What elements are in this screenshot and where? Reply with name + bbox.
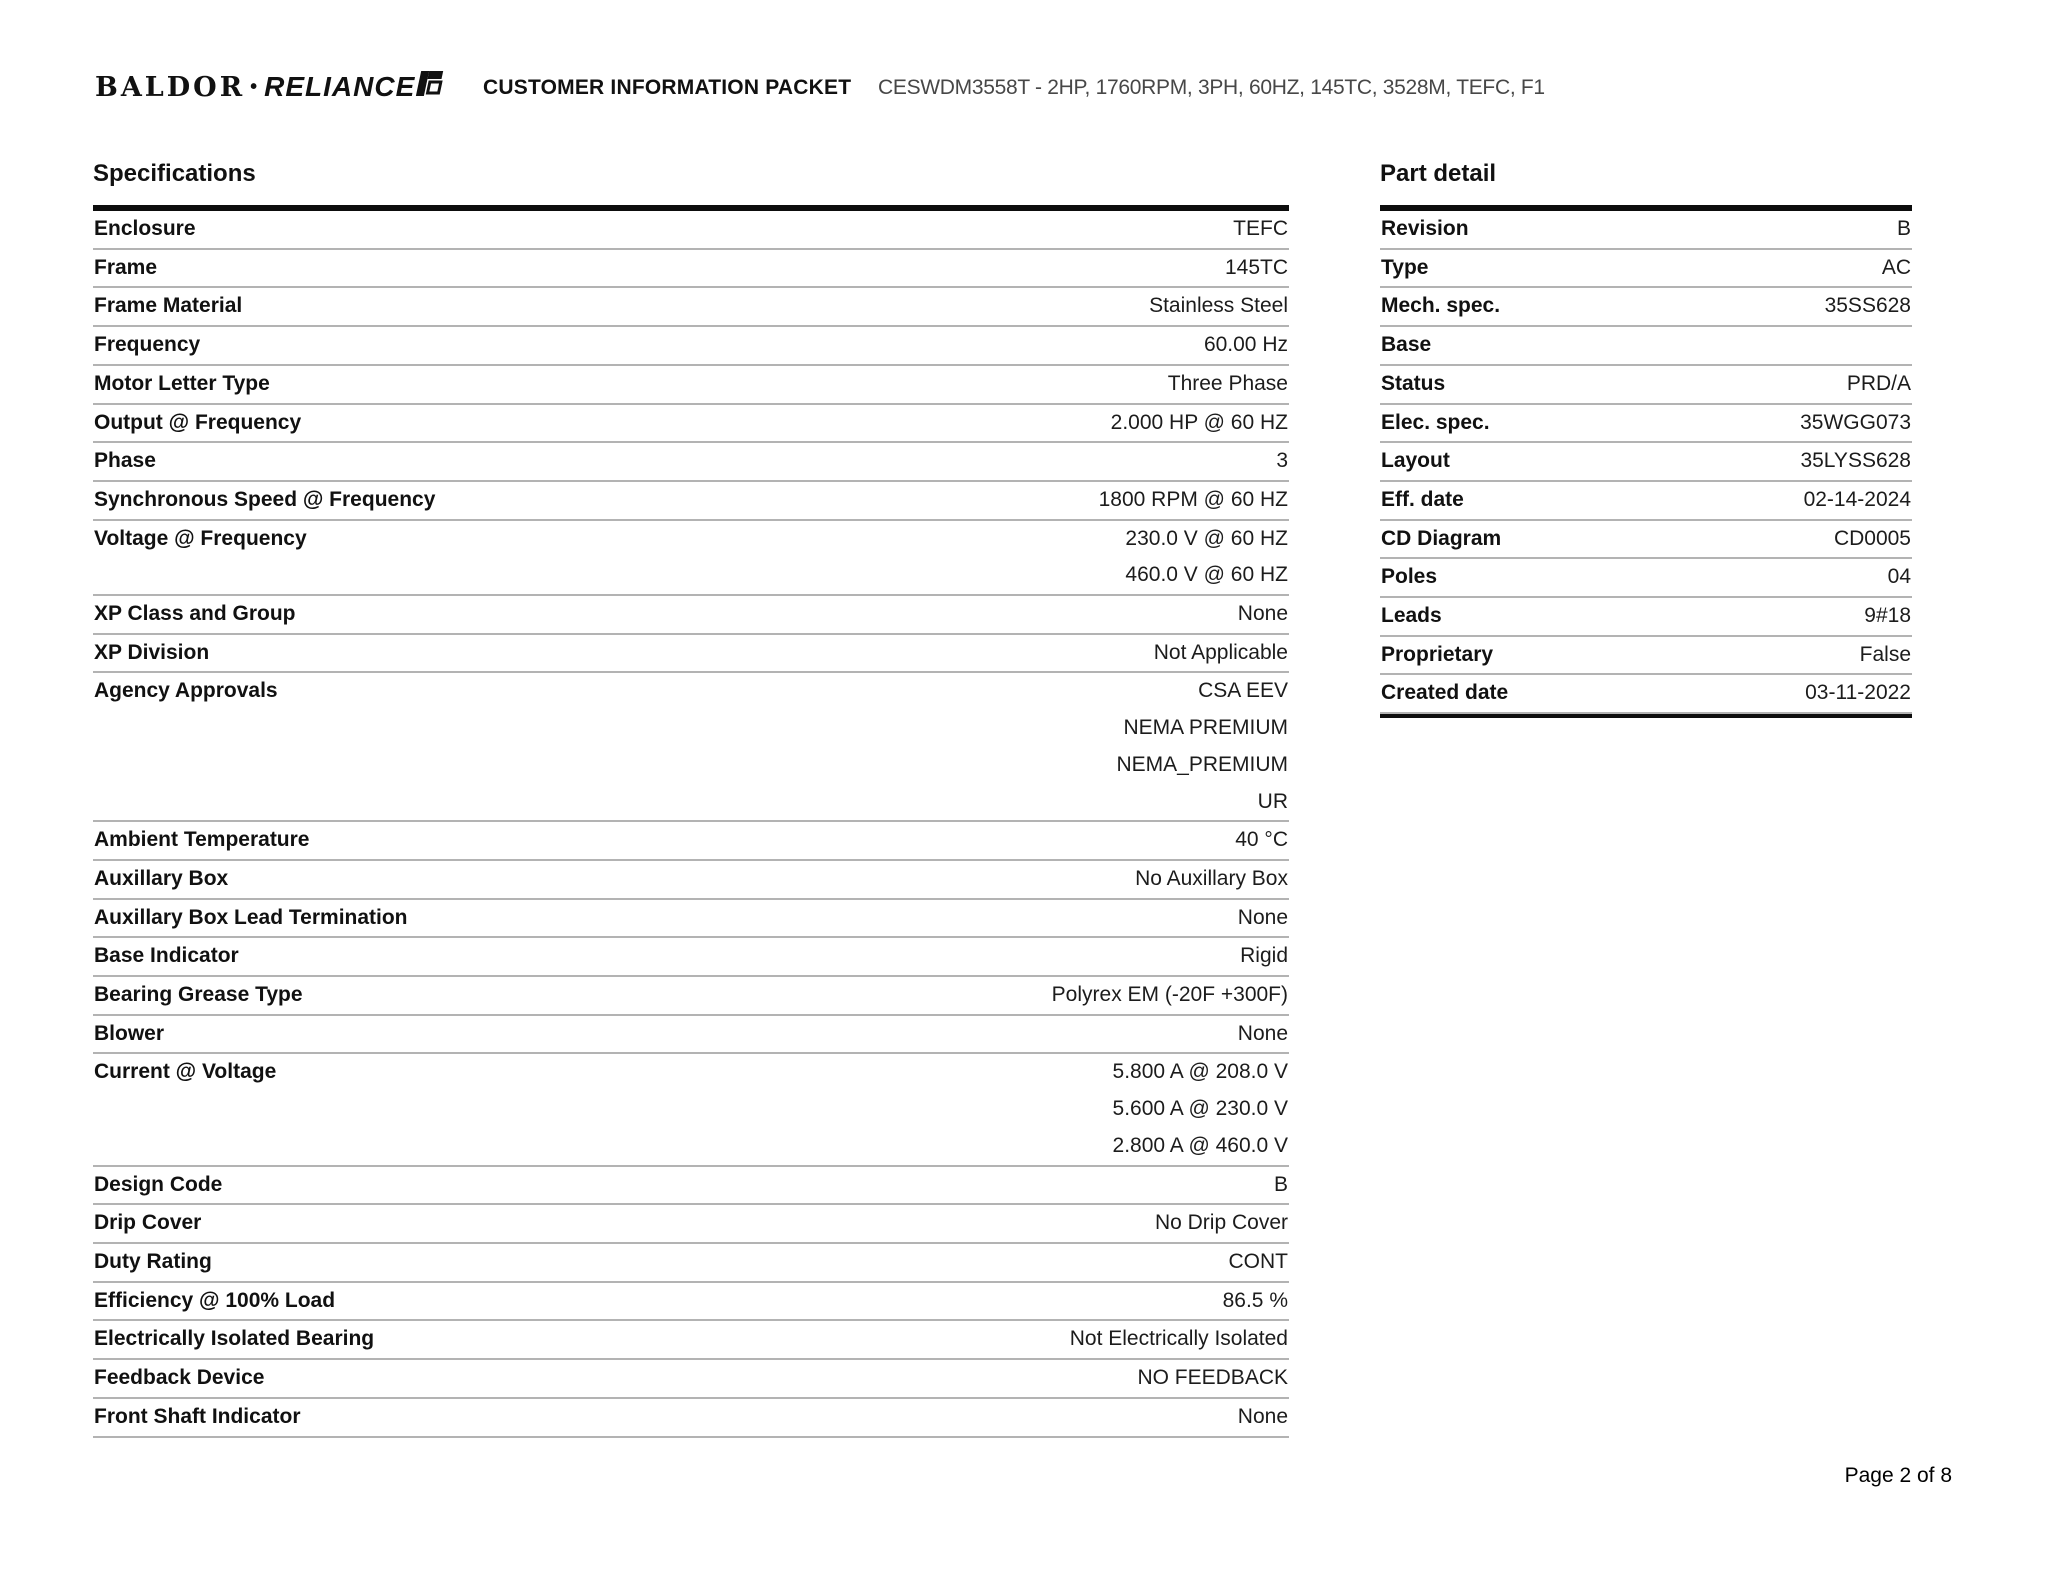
row-value [1911, 327, 1912, 364]
row-label: Synchronous Speed @ Frequency [94, 487, 436, 511]
row-value [1223, 1283, 1289, 1320]
row-value [1274, 1167, 1289, 1204]
row-value [1137, 1360, 1289, 1397]
row-label: Electrically Isolated Bearing [94, 1327, 375, 1351]
row-value [1276, 443, 1289, 480]
row-label: Front Shaft Indicator [94, 1404, 301, 1428]
part-detail-heading: Part detail [1380, 160, 1497, 187]
row-value-line: False [1859, 642, 1911, 666]
row-value [1229, 1244, 1290, 1281]
row-value [1897, 211, 1912, 248]
row-value-line: None [1237, 1404, 1288, 1428]
row-value [1805, 675, 1912, 712]
row-value-line: 1800 RPM @ 60 HZ [1098, 487, 1288, 511]
row-label: Status [1381, 371, 1446, 395]
row-value [1052, 977, 1289, 1014]
row-value-line: Not Electrically Isolated [1069, 1327, 1288, 1351]
row-value-line: None [1237, 1021, 1288, 1045]
table-row [93, 327, 1289, 366]
table-row [93, 405, 1289, 444]
table-row [1380, 288, 1912, 327]
row-label: Leads [1381, 604, 1442, 628]
row-label: Proprietary [1381, 642, 1494, 666]
row-label: Blower [94, 1021, 165, 1045]
table-row [93, 443, 1289, 482]
row-value-line: No Drip Cover [1154, 1211, 1288, 1235]
row-value-line: 2.800 A @ 460.0 V [1112, 1133, 1288, 1157]
row-value-line: CONT [1228, 1249, 1288, 1273]
row-value-line: None [1237, 602, 1288, 626]
row-value-line: 86.5 % [1222, 1288, 1288, 1312]
table-row [93, 1360, 1289, 1399]
row-label: Agency Approvals [94, 679, 278, 703]
row-value [1238, 900, 1289, 937]
row-value-line: 2.000 HP @ 60 HZ [1110, 410, 1288, 434]
row-value-line: NEMA PREMIUM [1123, 716, 1288, 740]
row-label: Type [1381, 255, 1429, 279]
row-value [1149, 288, 1289, 325]
table-row [93, 482, 1289, 521]
row-label: Duty Rating [94, 1249, 212, 1273]
row-label: Layout [1381, 449, 1450, 473]
table-row [93, 1283, 1289, 1322]
row-label: Base Indicator [94, 944, 239, 968]
table-row [93, 250, 1289, 289]
row-value [1804, 482, 1912, 519]
row-label: Voltage @ Frequency [94, 526, 307, 550]
table-row [93, 1321, 1289, 1360]
product-description: CESWDM3558T - 2HP, 1760RPM, 3PH, 60HZ, 145TC, 3528M, TEFC, F1 [878, 76, 1545, 99]
row-label: Drip Cover [94, 1211, 202, 1235]
row-value-line: 35WGG073 [1800, 410, 1911, 434]
table-row [93, 1205, 1289, 1244]
table-row [93, 288, 1289, 327]
row-value [1099, 482, 1289, 519]
row-value [1834, 521, 1912, 558]
page-number: Page 2 of 8 [1844, 1464, 1952, 1487]
row-value-line: 35SS628 [1824, 294, 1911, 318]
row-value-line: 230.0 V @ 60 HZ [1125, 526, 1288, 550]
row-value [1860, 637, 1912, 674]
row-value-line: No Auxillary Box [1135, 866, 1288, 890]
table-row [93, 596, 1289, 635]
row-value-line: AC [1881, 255, 1911, 279]
row-label: CD Diagram [1381, 526, 1502, 550]
table-row [93, 861, 1289, 900]
row-value-line: TEFC [1233, 217, 1288, 240]
row-label: Phase [94, 449, 156, 473]
row-label: Design Code [94, 1172, 223, 1196]
row-value-line: 40 °C [1235, 828, 1288, 852]
row-label: Ambient Temperature [94, 828, 310, 852]
brand-logo [95, 70, 447, 104]
row-value [1070, 1321, 1289, 1358]
row-value-line: CD0005 [1833, 526, 1911, 550]
table-row [93, 822, 1289, 861]
row-value-line: Rigid [1240, 944, 1288, 968]
table-row [93, 977, 1289, 1016]
table-row [1380, 327, 1912, 366]
row-label: Motor Letter Type [94, 371, 270, 395]
row-value-line: 5.800 A @ 208.0 V [1112, 1060, 1288, 1084]
table-row [1380, 521, 1912, 560]
table-row [93, 1054, 1289, 1166]
table-row [1380, 366, 1912, 405]
row-value-line: 60.00 Hz [1203, 333, 1288, 357]
row-label: Created date [1381, 681, 1509, 705]
row-label: Bearing Grease Type [94, 983, 303, 1007]
row-value [1800, 443, 1912, 480]
row-value [1225, 250, 1289, 287]
row-label: Poles [1381, 565, 1438, 589]
table-row [1380, 675, 1912, 714]
row-label: XP Division [94, 640, 210, 664]
row-value-line: Three Phase [1167, 371, 1288, 395]
row-value-line: None [1237, 905, 1288, 929]
table-row [93, 1244, 1289, 1283]
table-row [93, 635, 1289, 674]
table-row [93, 938, 1289, 977]
table-row [93, 521, 1289, 596]
row-value [1233, 211, 1289, 248]
table-row [93, 900, 1289, 939]
table-row [1380, 211, 1912, 250]
row-label: Auxillary Box Lead Termination [94, 905, 408, 929]
row-label: Eff. date [1381, 487, 1464, 511]
row-label: Output @ Frequency [94, 410, 302, 434]
row-label: Frame Material [94, 294, 243, 318]
brand-separator-dot: • [250, 75, 258, 98]
row-value [1155, 1205, 1289, 1242]
row-value [1800, 405, 1912, 442]
row-value [1135, 861, 1289, 898]
row-value-line: 5.600 A @ 230.0 V [1112, 1097, 1288, 1121]
table-row [93, 673, 1289, 822]
row-value [1238, 1399, 1289, 1436]
row-value [1825, 288, 1912, 325]
row-label: Revision [1381, 217, 1469, 240]
specifications-heading: Specifications [93, 160, 256, 187]
row-value-line: UR [1257, 789, 1288, 813]
brand-baldor-wordmark: BALDOR [95, 71, 246, 103]
row-value [1238, 596, 1289, 633]
table-row [93, 1399, 1289, 1438]
table-row [1380, 559, 1912, 598]
row-value [1882, 250, 1912, 287]
document-title: CUSTOMER INFORMATION PACKET [483, 76, 852, 99]
row-value-line: NEMA_PREMIUM [1116, 752, 1288, 776]
row-value-line: 460.0 V @ 60 HZ [1125, 563, 1288, 587]
table-row [1380, 250, 1912, 289]
row-value [1204, 327, 1289, 364]
table-row [1380, 598, 1912, 637]
row-label: Mech. spec. [1381, 294, 1501, 318]
row-value [1125, 521, 1289, 594]
row-value-line: NO FEEDBACK [1137, 1366, 1288, 1390]
row-label: Frequency [94, 333, 201, 357]
row-label: Enclosure [94, 217, 196, 240]
row-label: Elec. spec. [1381, 410, 1490, 434]
table-row [93, 1016, 1289, 1055]
row-value-line: 145TC [1224, 255, 1288, 279]
row-label: Current @ Voltage [94, 1060, 277, 1084]
row-value [1238, 1016, 1289, 1053]
specifications-table [93, 205, 1289, 1438]
row-value [1116, 673, 1289, 820]
row-value-line: B [1273, 1172, 1288, 1196]
row-value [1888, 559, 1912, 596]
reliance-logo-mark-icon [414, 70, 451, 102]
row-label: Feedback Device [94, 1366, 265, 1390]
row-value-line: 35LYSS628 [1800, 449, 1911, 473]
row-value-line: 03-11-2022 [1805, 681, 1911, 705]
row-value [1113, 1054, 1289, 1164]
table-row [1380, 443, 1912, 482]
row-value [1235, 822, 1289, 859]
row-value [1111, 405, 1289, 442]
row-value-line: 3 [1276, 449, 1288, 473]
row-label: Efficiency @ 100% Load [94, 1288, 336, 1312]
row-value [1847, 366, 1912, 403]
row-label: Auxillary Box [94, 866, 229, 890]
row-value-line: Polyrex EM (-20F +300F) [1051, 983, 1288, 1007]
row-value-line: 9#18 [1864, 604, 1911, 628]
row-value-line: CSA EEV [1198, 679, 1288, 703]
table-row [93, 1167, 1289, 1206]
row-value-line: 02-14-2024 [1803, 487, 1911, 511]
row-value [1154, 635, 1289, 672]
row-label: XP Class and Group [94, 602, 296, 626]
row-value-line: Not Applicable [1153, 640, 1288, 664]
row-label: Frame [94, 255, 158, 279]
row-value [1864, 598, 1912, 635]
row-value-line: PRD/A [1846, 371, 1911, 395]
part-detail-table [1380, 205, 1912, 718]
table-row [1380, 482, 1912, 521]
row-value-line: B [1896, 217, 1911, 240]
table-row [1380, 405, 1912, 444]
table-row [93, 366, 1289, 405]
row-label: Base [1381, 333, 1432, 357]
table-row [93, 211, 1289, 250]
row-value [1240, 938, 1289, 975]
row-value-line: 04 [1887, 565, 1911, 589]
row-value [1168, 366, 1289, 403]
table-row [1380, 637, 1912, 676]
row-value-line: Stainless Steel [1149, 294, 1288, 318]
brand-reliance-wordmark: RELIANCE [264, 71, 416, 102]
